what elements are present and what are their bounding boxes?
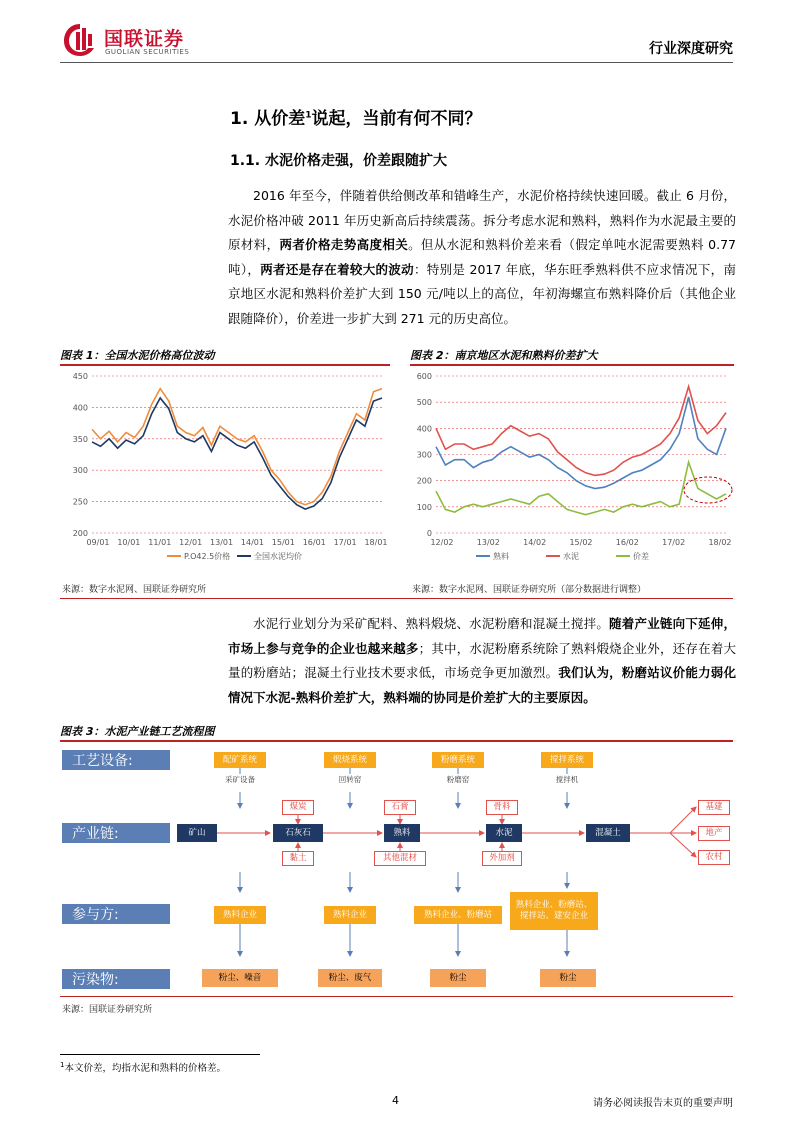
y-tick-label: 200: [72, 529, 88, 538]
section-title-suffix: 说起，当前有何不同？: [311, 109, 482, 129]
x-tick-label: 14/02: [523, 538, 547, 547]
para1-bold2: 两者还是存在着较大的波动: [260, 261, 414, 277]
y-tick-label: 300: [416, 450, 432, 460]
para2-bold1: 随着产业链向下延伸，市场上参与竞争的企业也越来越多: [228, 616, 736, 656]
figure2-source: 来源：数字水泥网、国联证券研究所（部分数据进行调整）: [412, 585, 647, 595]
section-title-prefix: 1. 从价差: [230, 109, 306, 129]
system-equipment: 回转窑: [338, 775, 362, 784]
participant-box: 熟料企业: [324, 906, 376, 924]
x-tick-label: 15/02: [569, 538, 593, 547]
page-number: 4: [392, 1094, 399, 1107]
x-tick-label: 17/01: [333, 538, 357, 547]
para2-bold2: 我们认为，粉磨站议价能力弱化情况下水泥-熟料价差扩大，熟料端的协同是价差扩大的主要原因。: [228, 665, 736, 705]
x-tick-label: 14/01: [240, 538, 264, 547]
chain-box: 矿山: [177, 824, 217, 842]
company-logo: [62, 22, 212, 58]
footnote-ref: 1: [305, 110, 312, 121]
diagram-arrows: [60, 744, 733, 996]
y-tick-label: 100: [416, 502, 432, 512]
y-tick-label: 500: [416, 398, 432, 408]
legend-label: 水泥: [563, 552, 579, 561]
chain-box: 石灰石: [273, 824, 323, 842]
figure2-chart: [410, 368, 734, 573]
figure3-title: 图表 3：水泥产业链工艺流程图: [60, 725, 215, 738]
x-tick-label: 13/02: [476, 538, 500, 547]
row-label-chain: 产业链:: [62, 823, 170, 843]
footnote: [60, 1060, 226, 1074]
paragraph-1: [228, 184, 736, 331]
pollutant-box: 粉尘、噪音: [202, 969, 278, 987]
system-equipment: 采矿设备: [225, 775, 255, 784]
y-tick-label: 0: [426, 529, 432, 538]
system-box: 粉磨系统: [432, 752, 484, 768]
figure1-chart: [60, 368, 390, 573]
participant-box: 熟料企业: [214, 906, 266, 924]
y-tick-label: 400: [72, 403, 88, 413]
x-tick-label: 15/01: [271, 538, 295, 547]
pollutant-box: 粉尘: [540, 969, 596, 987]
header-divider: [60, 62, 733, 63]
figure1-source: 来源：数字水泥网、国联证券研究所: [62, 585, 207, 595]
y-tick-label: 300: [72, 466, 88, 476]
section-title: [230, 104, 481, 129]
system-equipment: 搅拌机: [555, 775, 579, 784]
x-tick-label: 13/01: [210, 538, 234, 547]
input-box: 骨料: [486, 800, 518, 815]
logo-mark-icon: [62, 22, 98, 58]
y-tick-label: 400: [416, 424, 432, 434]
participant-box: 熟料企业、粉磨站、搅拌站、建安企业: [510, 892, 598, 930]
para2-text1: 水泥行业划分为采矿配料、熟料煅烧、水泥粉磨和混凝土搅拌。: [253, 616, 610, 631]
input-box: 煤炭: [282, 800, 314, 815]
report-type: 行业深度研究: [649, 41, 733, 57]
output-box: 地产: [698, 826, 730, 841]
input-box: 黏土: [282, 851, 314, 866]
footnote-number: 1: [60, 1060, 65, 1069]
y-tick-label: 200: [416, 476, 432, 486]
pollutant-box: 粉尘、废气: [318, 969, 382, 987]
footnote-text: 本文价差，均指水泥和熟料的价格差。: [64, 1063, 226, 1074]
x-tick-label: 18/02: [708, 538, 732, 547]
x-tick-label: 17/02: [662, 538, 686, 547]
y-tick-label: 350: [72, 434, 88, 444]
legend-label: 全国水泥均价: [254, 552, 302, 561]
para1-text3: ：特别是 2017 年底，华东旺季熟料供不应求情况下，南京地区水泥和熟料价差扩大到 150 元/吨以上的高位，年初海螺宣布熟料降价后（其他企业跟随降价），价差进一步扩大到 271 元的历史高位。: [228, 261, 736, 326]
x-tick-label: 18/01: [364, 538, 388, 547]
x-tick-label: 12/02: [430, 538, 454, 547]
para1-bold1: 两者价格走势高度相关: [279, 237, 409, 252]
system-box: 煅烧系统: [324, 752, 376, 768]
output-box: 农村: [698, 850, 730, 865]
figure2-title-bar: [410, 344, 734, 366]
series-line-熟料: [436, 397, 726, 489]
system-equipment: 粉磨窑: [446, 775, 470, 784]
footer-disclaimer: 请务必阅读报告末页的重要声明: [593, 1098, 733, 1109]
legend-label: 价差: [633, 552, 649, 561]
input-box: 其他混材: [374, 851, 426, 866]
x-tick-label: 16/02: [615, 538, 639, 547]
x-tick-label: 09/01: [86, 538, 110, 547]
series-line-水泥: [436, 387, 726, 476]
system-box: 配矿系统: [214, 752, 266, 768]
para1-text2: 。但从水泥和熟料价差来看（假定单吨水泥需要熟料 0.77 吨），: [228, 237, 736, 277]
series-line-P.O42.5价格: [92, 389, 382, 505]
chain-box: 熟料: [384, 824, 420, 842]
subsection-title: 1.1. 水泥价格走强，价差跟随扩大: [230, 153, 447, 169]
figure-divider: [60, 598, 733, 599]
x-tick-label: 10/01: [117, 538, 141, 547]
figure3-source: 来源：国联证券研究所: [62, 1005, 153, 1015]
figure3-title-bar: [60, 720, 733, 742]
output-box: 基建: [698, 800, 730, 815]
para1-text1: 2016 年至今，伴随着供给侧改革和错峰生产，水泥价格持续快速回暖。截止 6 月份，水泥价格冲破 2011 年历史新高后持续震荡。拆分考虑水泥和熟料，熟料作为水泥最主要的原材料，: [228, 188, 736, 252]
footnote-divider: [60, 1054, 260, 1055]
x-tick-label: 16/01: [302, 538, 326, 547]
row-label-participants: 参与方:: [62, 904, 170, 924]
row-label-equipment: 工艺设备:: [62, 750, 170, 770]
paragraph-2: [228, 612, 736, 710]
legend-label: 熟料: [493, 552, 509, 561]
input-box: 外加剂: [482, 851, 522, 866]
participant-box: 熟料企业、粉磨站: [414, 906, 502, 924]
pollutant-box: 粉尘: [430, 969, 486, 987]
input-box: 石膏: [384, 800, 416, 815]
row-label-pollutants: 污染物:: [62, 969, 170, 989]
figure3-divider: [60, 996, 733, 997]
y-tick-label: 450: [72, 372, 88, 381]
legend-label: P.O42.5价格: [184, 552, 231, 561]
figure1-title: 图表 1：全国水泥价格高位波动: [60, 349, 215, 362]
chain-box: 混凝土: [586, 824, 630, 842]
company-name: 国联证券: [104, 28, 185, 50]
y-tick-label: 600: [416, 372, 432, 381]
company-name-en: GUOLIAN SECURITIES: [105, 48, 190, 56]
figure2-title: 图表 2：南京地区水泥和熟料价差扩大: [410, 349, 598, 362]
y-tick-label: 250: [72, 497, 88, 507]
x-tick-label: 12/01: [179, 538, 203, 547]
x-tick-label: 11/01: [148, 538, 172, 547]
system-box: 搅拌系统: [541, 752, 593, 768]
figure1-title-bar: [60, 344, 390, 366]
chain-box: 水泥: [486, 824, 522, 842]
para2-text2: ；其中，水泥粉磨系统除了熟料煅烧企业外，还存在着大量的粉磨站；混凝土行业技术要求低，市场竞争更加激烈。: [228, 640, 736, 680]
figure3-diagram: [60, 744, 733, 996]
